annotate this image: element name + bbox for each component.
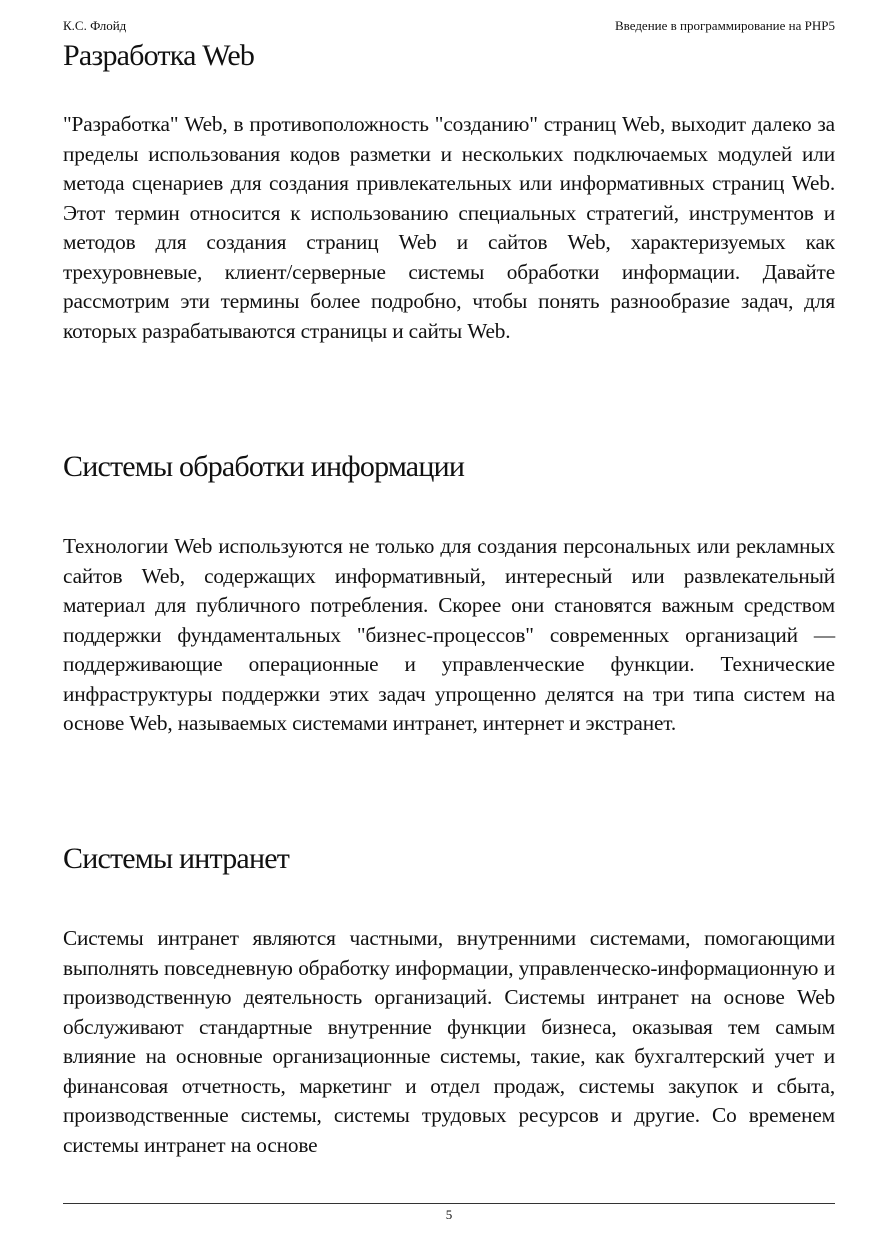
section-heading-information-systems: Системы обработки информации xyxy=(63,450,465,483)
header-book-title: Введение в программирование на PHP5 xyxy=(614,18,835,33)
paragraph-intranet-systems: Системы интранет являются частными, внутренними системами, помогающими выполнять повседневную обработку информации, управленческо-информационную и производственную деятельность организаций. Системы интранет на основе Web обслуживают стандартные внутренние функции бизнеса, оказывая тем самым влияние на основные организационные системы, такие, как бухгалтерский учет и финансовая отчетность, маркетинг и отдел продаж, системы закупок и сбыта, производственные системы, системы трудовых ресурсов и другие. Со временем системы интранет на основе xyxy=(63,926,835,1157)
section-heading-intranet-systems: Системы интранет xyxy=(63,842,290,875)
running-header xyxy=(63,16,835,36)
footer-divider xyxy=(63,1203,835,1204)
paragraph-web-development: "Разработка" Web, в противоположность "созданию" страниц Web, выходит далеко за пределы использования кодов разметки и нескольких подключаемых модулей или метода сценариев для создания привлекательных или информативных страниц Web. Этот термин относится к использованию специальных стратегий, инструментов и методов для создания страниц Web и сайтов Web, характеризуемых как трехуровневые, клиент/серверные системы обработки информации. Давайте рассмотрим эти термины более подробно, чтобы понять разнообразие задач, для которых разрабатываются страницы и сайты Web. xyxy=(63,112,835,343)
page-number: 5 xyxy=(445,1207,453,1222)
paragraph-information-systems: Технологии Web используются не только для создания персональных или рекламных сайтов Web, содержащих информативный, интересный или развлекательный материал для публичного потребления. Скорее они становятся важным средством поддержки фундаментальных "бизнес-процессов" современных организаций — поддерживающие операционные и управленческие функции. Технические инфраструктуры поддержки этих задач упрощенно делятся на три типа систем на основе Web, называемых системами интранет, интернет и экстранет. xyxy=(63,534,835,735)
header-author: К.С. Флойд xyxy=(63,18,127,33)
section-heading-web-development: Разработка Web xyxy=(63,39,255,72)
